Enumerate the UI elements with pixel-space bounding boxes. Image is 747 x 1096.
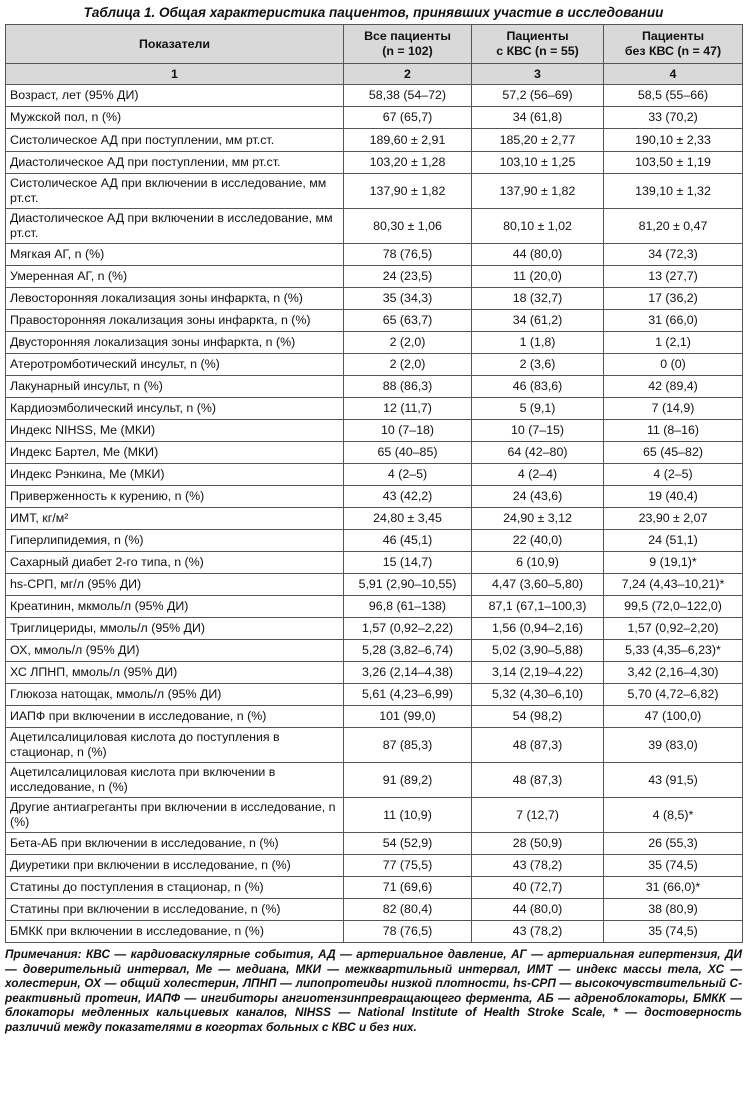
row-value: 65 (40–85) — [344, 442, 472, 464]
row-value: 34 (61,2) — [472, 310, 604, 332]
row-value: 33 (70,2) — [604, 107, 743, 129]
table-row — [6, 728, 743, 763]
table-row — [6, 266, 743, 288]
row-value: 58,38 (54–72) — [344, 85, 472, 107]
row-value: 11 (20,0) — [472, 266, 604, 288]
row-value: 10 (7–18) — [344, 420, 472, 442]
table-row — [6, 85, 743, 107]
table-row — [6, 899, 743, 921]
row-value: 15 (14,7) — [344, 552, 472, 574]
row-value: 6 (10,9) — [472, 552, 604, 574]
row-value: 48 (87,3) — [472, 763, 604, 798]
document-page — [5, 4, 742, 1035]
table-row — [6, 288, 743, 310]
row-value: 24,90 ± 3,12 — [472, 508, 604, 530]
column-number: 2 — [344, 64, 472, 85]
table-row — [6, 107, 743, 129]
table-row — [6, 464, 743, 486]
row-label: Индекс NIHSS, Me (МКИ) — [6, 420, 344, 442]
row-value: 54 (52,9) — [344, 833, 472, 855]
row-label: Систолическое АД при включении в исследование, мм рт.ст. — [6, 174, 344, 209]
table-row — [6, 442, 743, 464]
row-value: 22 (40,0) — [472, 530, 604, 552]
row-value: 24 (51,1) — [604, 530, 743, 552]
row-value: 189,60 ± 2,91 — [344, 129, 472, 152]
table-row — [6, 398, 743, 420]
row-label: Левосторонняя локализация зоны инфаркта, n (%) — [6, 288, 344, 310]
table-row — [6, 855, 743, 877]
row-value: 5,91 (2,90–10,55) — [344, 574, 472, 596]
table-row — [6, 763, 743, 798]
row-value: 46 (45,1) — [344, 530, 472, 552]
row-value: 1 (1,8) — [472, 332, 604, 354]
row-value: 42 (89,4) — [604, 376, 743, 398]
row-value: 17 (36,2) — [604, 288, 743, 310]
row-value: 1 (2,1) — [604, 332, 743, 354]
table-row — [6, 552, 743, 574]
row-value: 43 (91,5) — [604, 763, 743, 798]
row-value: 185,20 ± 2,77 — [472, 129, 604, 152]
table-row — [6, 921, 743, 943]
row-label: Мужской пол, n (%) — [6, 107, 344, 129]
row-label: Приверженность к курению, n (%) — [6, 486, 344, 508]
row-label: Индекс Рэнкина, Me (МКИ) — [6, 464, 344, 486]
row-value: 1,56 (0,94–2,16) — [472, 618, 604, 640]
row-value: 4 (2–5) — [344, 464, 472, 486]
row-value: 2 (2,0) — [344, 332, 472, 354]
header-row — [6, 25, 743, 64]
row-value: 47 (100,0) — [604, 706, 743, 728]
row-value: 78 (76,5) — [344, 921, 472, 943]
table-row — [6, 877, 743, 899]
row-value: 3,26 (2,14–4,38) — [344, 662, 472, 684]
row-value: 87,1 (67,1–100,3) — [472, 596, 604, 618]
row-label: Диуретики при включении в исследование, n (%) — [6, 855, 344, 877]
row-value: 26 (55,3) — [604, 833, 743, 855]
row-value: 24 (23,5) — [344, 266, 472, 288]
row-label: Диастолическое АД при включении в исследование, мм рт.ст. — [6, 209, 344, 244]
table-row — [6, 574, 743, 596]
header-all-patients: Все пациенты (n = 102) — [344, 25, 472, 64]
column-number: 4 — [604, 64, 743, 85]
table-row — [6, 706, 743, 728]
table-row — [6, 508, 743, 530]
row-value: 103,10 ± 1,25 — [472, 152, 604, 174]
row-label: Диастолическое АД при поступлении, мм рт.ст. — [6, 152, 344, 174]
row-value: 5,70 (4,72–6,82) — [604, 684, 743, 706]
row-label: Умеренная АГ, n (%) — [6, 266, 344, 288]
row-value: 5,28 (3,82–6,74) — [344, 640, 472, 662]
row-value: 40 (72,7) — [472, 877, 604, 899]
header-without-cve: Пациенты без КВС (n = 47) — [604, 25, 743, 64]
row-label: Другие антиагреганты при включении в исследование, n (%) — [6, 798, 344, 833]
row-value: 44 (80,0) — [472, 244, 604, 266]
table-row — [6, 244, 743, 266]
row-value: 35 (34,3) — [344, 288, 472, 310]
row-value: 3,14 (2,19–4,22) — [472, 662, 604, 684]
row-value: 1,57 (0,92–2,22) — [344, 618, 472, 640]
row-value: 80,10 ± 1,02 — [472, 209, 604, 244]
row-value: 96,8 (61–138) — [344, 596, 472, 618]
table-title: Таблица 1. Общая характеристика пациентов, принявших участие в исследовании — [83, 5, 664, 20]
row-label: hs-СРП, мг/л (95% ДИ) — [6, 574, 344, 596]
row-value: 67 (65,7) — [344, 107, 472, 129]
row-label: Ацетилсалициловая кислота до поступления в стационар, n (%) — [6, 728, 344, 763]
row-value: 103,50 ± 1,19 — [604, 152, 743, 174]
row-value: 7,24 (4,43–10,21)* — [604, 574, 743, 596]
table-row — [6, 640, 743, 662]
table-row — [6, 530, 743, 552]
row-label: Статины до поступления в стационар, n (%) — [6, 877, 344, 899]
row-value: 44 (80,0) — [472, 899, 604, 921]
table-row — [6, 332, 743, 354]
row-label: Мягкая АГ, n (%) — [6, 244, 344, 266]
row-value: 190,10 ± 2,33 — [604, 129, 743, 152]
column-number: 1 — [6, 64, 344, 85]
row-value: 7 (12,7) — [472, 798, 604, 833]
table-row — [6, 129, 743, 152]
table-row — [6, 310, 743, 332]
row-value: 88 (86,3) — [344, 376, 472, 398]
row-value: 5,33 (4,35–6,23)* — [604, 640, 743, 662]
table-row — [6, 376, 743, 398]
row-label: Индекс Бартел, Me (МКИ) — [6, 442, 344, 464]
row-label: Возраст, лет (95% ДИ) — [6, 85, 344, 107]
row-value: 139,10 ± 1,32 — [604, 174, 743, 209]
row-label: Бета-АБ при включении в исследование, n (%) — [6, 833, 344, 855]
row-value: 43 (78,2) — [472, 855, 604, 877]
row-value: 10 (7–15) — [472, 420, 604, 442]
row-label: Ацетилсалициловая кислота при включении в исследование, n (%) — [6, 763, 344, 798]
row-value: 48 (87,3) — [472, 728, 604, 763]
row-value: 7 (14,9) — [604, 398, 743, 420]
row-value: 31 (66,0) — [604, 310, 743, 332]
patient-characteristics-table — [5, 24, 743, 943]
row-label: Гиперлипидемия, n (%) — [6, 530, 344, 552]
row-value: 18 (32,7) — [472, 288, 604, 310]
table-row — [6, 486, 743, 508]
table-row — [6, 596, 743, 618]
row-value: 5 (9,1) — [472, 398, 604, 420]
row-label: Двусторонняя локализация зоны инфаркта, n (%) — [6, 332, 344, 354]
row-value: 12 (11,7) — [344, 398, 472, 420]
row-value: 1,57 (0,92–2,20) — [604, 618, 743, 640]
row-value: 4 (2–4) — [472, 464, 604, 486]
row-value: 4 (8,5)* — [604, 798, 743, 833]
table-row — [6, 354, 743, 376]
row-value: 35 (74,5) — [604, 921, 743, 943]
row-value: 0 (0) — [604, 354, 743, 376]
table-row — [6, 420, 743, 442]
row-value: 2 (3,6) — [472, 354, 604, 376]
row-value: 54 (98,2) — [472, 706, 604, 728]
row-value: 43 (42,2) — [344, 486, 472, 508]
table-row — [6, 833, 743, 855]
row-value: 137,90 ± 1,82 — [344, 174, 472, 209]
row-value: 39 (83,0) — [604, 728, 743, 763]
table-row — [6, 798, 743, 833]
row-value: 2 (2,0) — [344, 354, 472, 376]
table-row — [6, 684, 743, 706]
column-number-row — [6, 64, 743, 85]
table-row — [6, 618, 743, 640]
row-value: 34 (61,8) — [472, 107, 604, 129]
row-value: 78 (76,5) — [344, 244, 472, 266]
table-row — [6, 662, 743, 684]
row-value: 13 (27,7) — [604, 266, 743, 288]
row-value: 5,02 (3,90–5,88) — [472, 640, 604, 662]
table-row — [6, 152, 743, 174]
row-label: Кардиоэмболический инсульт, n (%) — [6, 398, 344, 420]
row-value: 64 (42–80) — [472, 442, 604, 464]
row-value: 103,20 ± 1,28 — [344, 152, 472, 174]
row-value: 5,32 (4,30–6,10) — [472, 684, 604, 706]
row-value: 80,30 ± 1,06 — [344, 209, 472, 244]
row-value: 23,90 ± 2,07 — [604, 508, 743, 530]
row-label: Статины при включении в исследование, n (%) — [6, 899, 344, 921]
row-value: 65 (63,7) — [344, 310, 472, 332]
row-label: Систолическое АД при поступлении, мм рт.ст. — [6, 129, 344, 152]
row-value: 99,5 (72,0–122,0) — [604, 596, 743, 618]
table-row — [6, 209, 743, 244]
row-value: 46 (83,6) — [472, 376, 604, 398]
row-value: 81,20 ± 0,47 — [604, 209, 743, 244]
row-value: 87 (85,3) — [344, 728, 472, 763]
row-value: 137,90 ± 1,82 — [472, 174, 604, 209]
row-label: Креатинин, мкмоль/л (95% ДИ) — [6, 596, 344, 618]
row-value: 65 (45–82) — [604, 442, 743, 464]
header-with-cve: Пациенты с КВС (n = 55) — [472, 25, 604, 64]
row-value: 28 (50,9) — [472, 833, 604, 855]
row-value: 24,80 ± 3,45 — [344, 508, 472, 530]
table-notes: Примечания: КВС — кардиоваскулярные события, АД — артериальное давление, АГ — артериальная гипертензия, ДИ — доверительный интервал, Ме — медиана, МКИ — межквартильный интервал, ИМТ — индекс массы тела, ХС — холестерин, ОХ — общий холестерин, ЛПНП — липопротеиды низкой плотности, hs-СРП — высокочувствительный С-реактивный протеин, ИАПФ — ингибиторы ангиотензинпревращающего фермента, АБ — адреноблокаторы, БМКК — блокаторы медленных кальциевых каналов, NIHSS — National Institute of Health Stroke Scale, * — достоверность различий между показателями в когортах больных с КВС и без них. — [5, 947, 742, 1034]
table-row — [6, 174, 743, 209]
row-value: 3,42 (2,16–4,30) — [604, 662, 743, 684]
row-value: 91 (89,2) — [344, 763, 472, 798]
row-label: ИАПФ при включении в исследование, n (%) — [6, 706, 344, 728]
row-value: 9 (19,1)* — [604, 552, 743, 574]
row-value: 11 (10,9) — [344, 798, 472, 833]
row-value: 77 (75,5) — [344, 855, 472, 877]
row-value: 71 (69,6) — [344, 877, 472, 899]
row-label: Правосторонняя локализация зоны инфаркта, n (%) — [6, 310, 344, 332]
row-value: 31 (66,0)* — [604, 877, 743, 899]
row-label: ОХ, ммоль/л (95% ДИ) — [6, 640, 344, 662]
row-value: 5,61 (4,23–6,99) — [344, 684, 472, 706]
row-value: 101 (99,0) — [344, 706, 472, 728]
row-value: 34 (72,3) — [604, 244, 743, 266]
row-value: 35 (74,5) — [604, 855, 743, 877]
row-label: Сахарный диабет 2-го типа, n (%) — [6, 552, 344, 574]
row-value: 82 (80,4) — [344, 899, 472, 921]
row-label: Лакунарный инсульт, n (%) — [6, 376, 344, 398]
row-value: 11 (8–16) — [604, 420, 743, 442]
row-value: 38 (80,9) — [604, 899, 743, 921]
row-value: 4,47 (3,60–5,80) — [472, 574, 604, 596]
row-value: 58,5 (55–66) — [604, 85, 743, 107]
column-number: 3 — [472, 64, 604, 85]
row-value: 19 (40,4) — [604, 486, 743, 508]
row-value: 57,2 (56–69) — [472, 85, 604, 107]
row-label: БМКК при включении в исследование, n (%) — [6, 921, 344, 943]
header-indicator: Показатели — [6, 25, 344, 64]
row-label: Триглицериды, ммоль/л (95% ДИ) — [6, 618, 344, 640]
row-label: Глюкоза натощак, ммоль/л (95% ДИ) — [6, 684, 344, 706]
row-value: 4 (2–5) — [604, 464, 743, 486]
row-label: ИМТ, кг/м² — [6, 508, 344, 530]
row-label: Атеротромботический инсульт, n (%) — [6, 354, 344, 376]
row-label: ХС ЛПНП, ммоль/л (95% ДИ) — [6, 662, 344, 684]
row-value: 43 (78,2) — [472, 921, 604, 943]
row-value: 24 (43,6) — [472, 486, 604, 508]
